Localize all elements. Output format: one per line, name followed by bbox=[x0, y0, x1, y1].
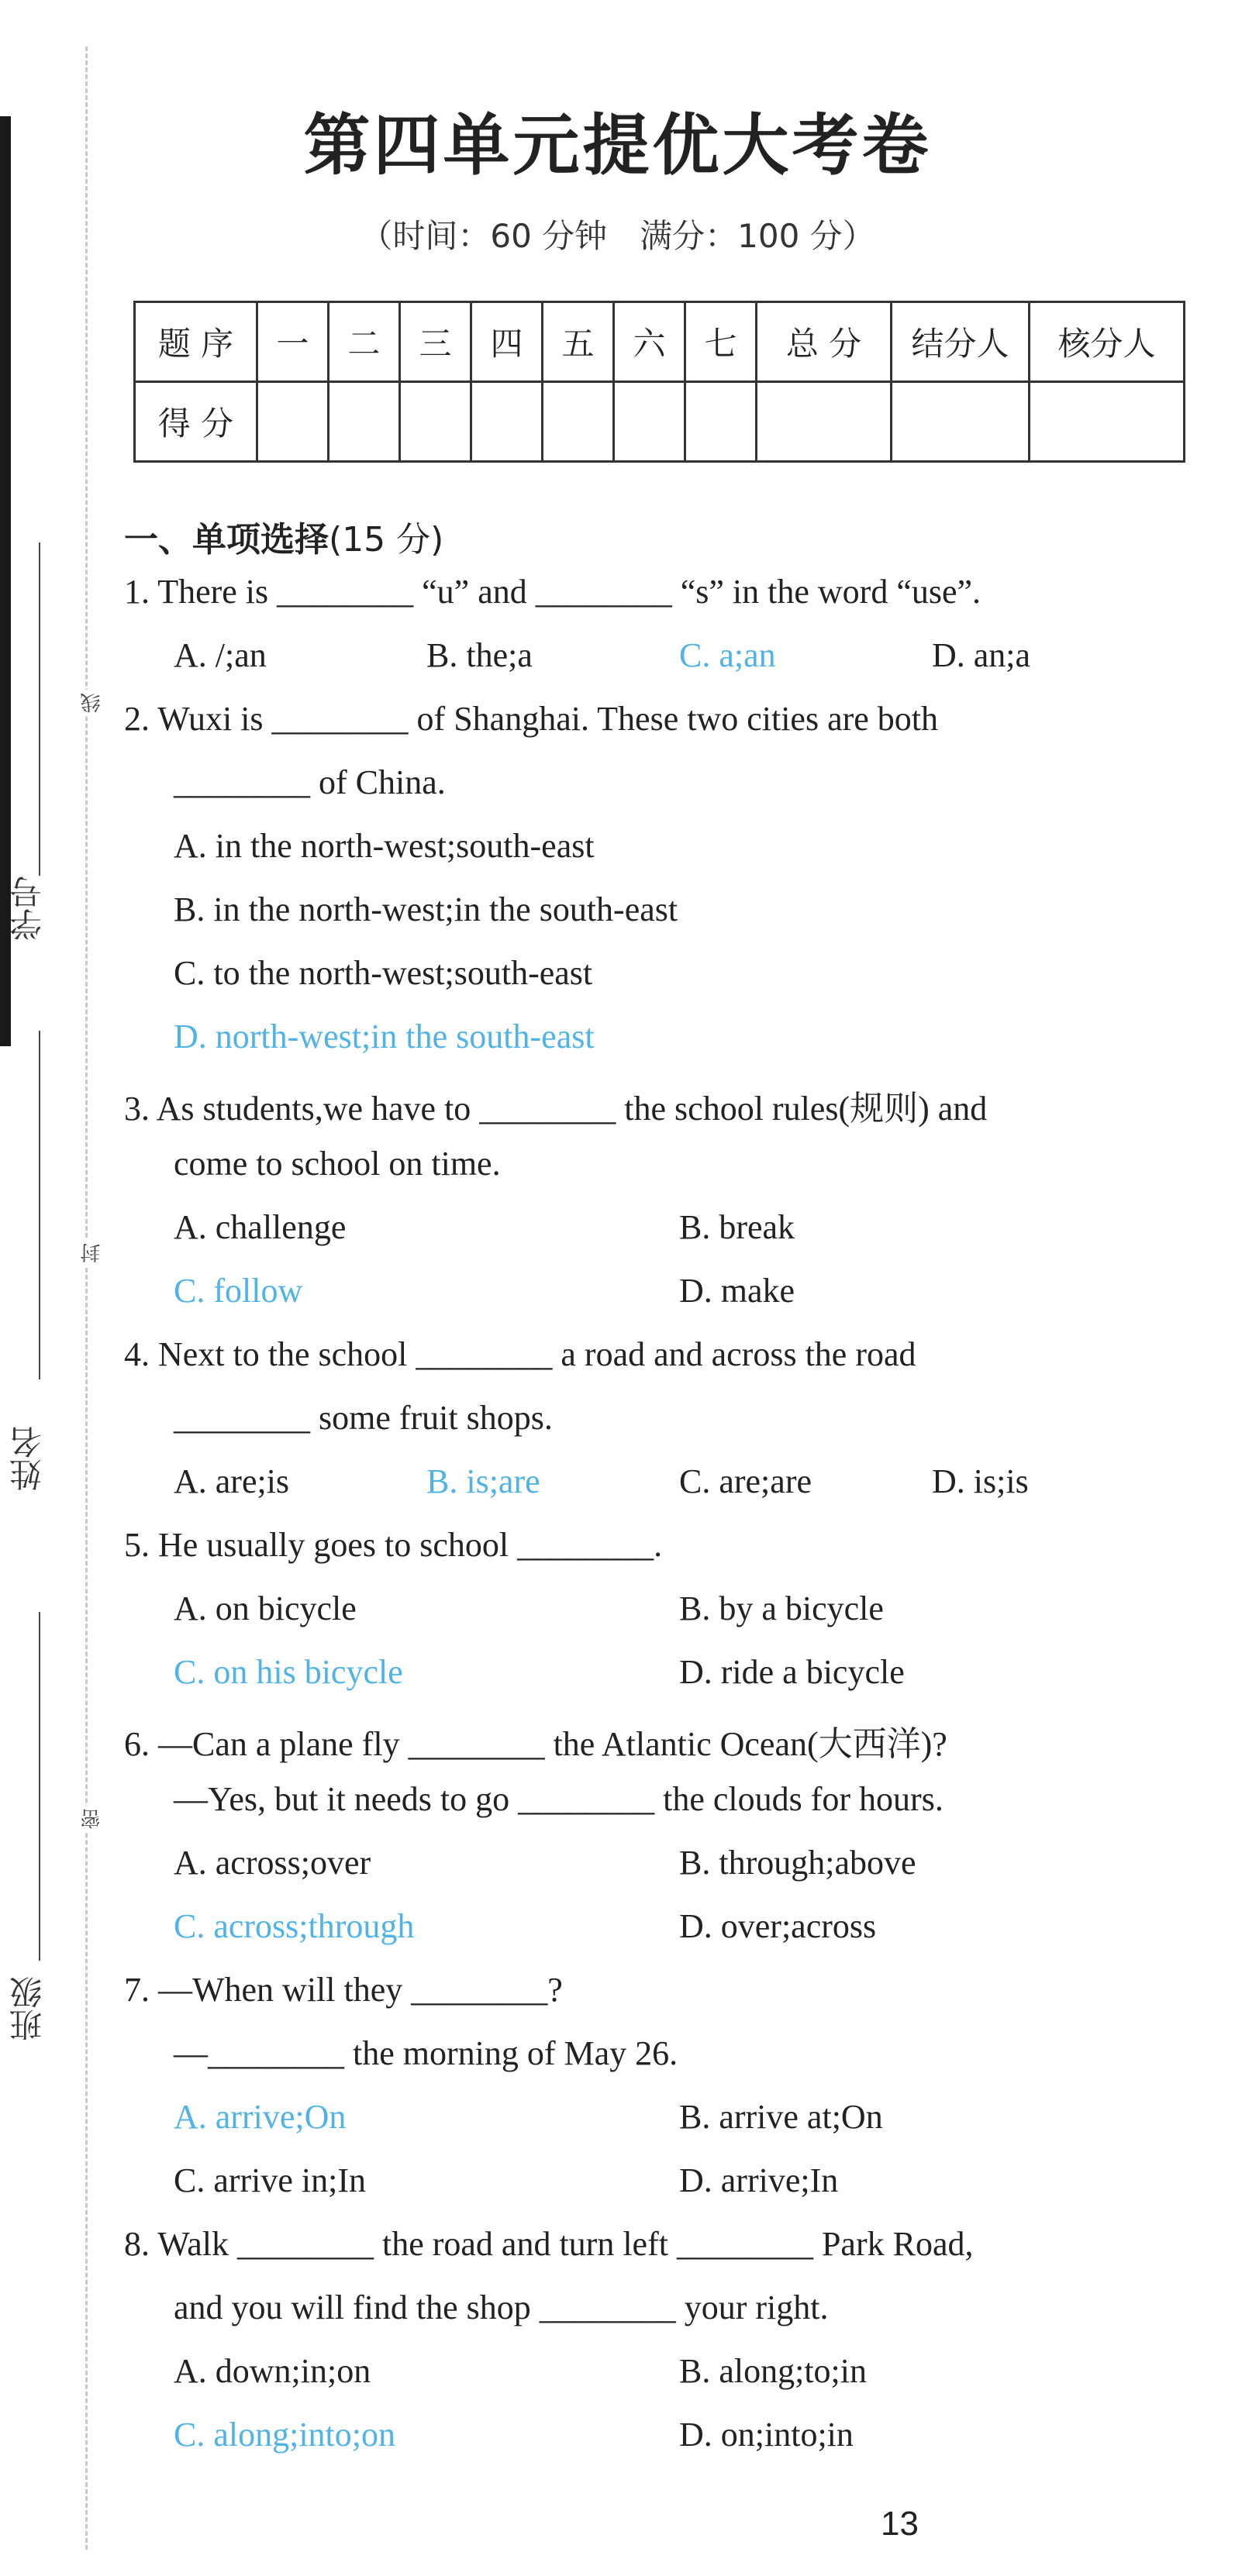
xuehao-label: 学号 bbox=[9, 876, 47, 941]
question-text-cont: —Yes, but it needs to go ________ the clouds for hours. bbox=[174, 1780, 943, 1818]
score-row-label: 得 分 bbox=[135, 382, 257, 462]
header-cell: 总 分 bbox=[757, 302, 892, 382]
header-cell: 题 序 bbox=[135, 302, 257, 382]
option-d[interactable]: D. is;is bbox=[932, 1462, 1029, 1500]
header-cell: 七 bbox=[685, 302, 757, 382]
xingming-line bbox=[39, 1031, 40, 1379]
option-b[interactable]: B. along;to;in bbox=[679, 2352, 867, 2390]
score-cell[interactable] bbox=[1030, 382, 1185, 462]
banji-label: 班级 bbox=[9, 1976, 47, 2041]
question-text-cont: come to school on time. bbox=[174, 1145, 501, 1183]
question-text: He usually goes to school ________. bbox=[158, 1526, 663, 1564]
score-table bbox=[133, 301, 1185, 463]
xian-mark: 线 bbox=[78, 690, 106, 716]
option-a[interactable]: A. in the north-west;south-east bbox=[174, 827, 595, 865]
header-cell: 六 bbox=[614, 302, 685, 382]
mi-mark: 密 bbox=[78, 1806, 106, 1832]
xuehao-line bbox=[39, 542, 40, 876]
section-label: 一、单项选择 bbox=[124, 520, 329, 560]
option-a[interactable]: A. are;is bbox=[174, 1462, 290, 1500]
question-number: 8. bbox=[124, 2225, 150, 2263]
page-title: 第四单元提优大考卷 bbox=[303, 107, 932, 184]
option-d[interactable]: D. arrive;In bbox=[679, 2161, 839, 2199]
question-number: 3. bbox=[124, 1090, 150, 1128]
question-text-cont: and you will find the shop ________ your right. bbox=[174, 2288, 829, 2326]
option-c-answer[interactable]: C. along;into;on bbox=[174, 2416, 395, 2454]
question-text: Wuxi is ________ of Shanghai. These two cities are both bbox=[157, 700, 939, 738]
option-b[interactable]: B. break bbox=[679, 1208, 795, 1246]
question-8 bbox=[124, 2224, 973, 2264]
option-c-answer[interactable]: C. across;through bbox=[174, 1907, 415, 1945]
header-cell: 一 bbox=[257, 302, 329, 382]
option-a[interactable]: A. challenge bbox=[174, 1208, 347, 1246]
option-d[interactable]: D. an;a bbox=[932, 636, 1031, 674]
option-d[interactable]: D. over;across bbox=[679, 1907, 877, 1945]
question-5 bbox=[124, 1525, 662, 1565]
question-text-cont: ________ of China. bbox=[174, 763, 446, 801]
question-text: —When will they ________? bbox=[158, 1971, 563, 2009]
question-text: There is ________ “u” and ________ “s” in the word “use”. bbox=[157, 573, 981, 611]
option-b-answer[interactable]: B. is;are bbox=[426, 1462, 540, 1500]
question-7 bbox=[124, 1970, 563, 2009]
question-6 bbox=[124, 1716, 947, 1765]
question-number: 4. bbox=[124, 1335, 150, 1373]
option-c[interactable]: C. arrive in;In bbox=[174, 2161, 367, 2199]
header-cell: 四 bbox=[471, 302, 543, 382]
option-b[interactable]: B. the;a bbox=[426, 636, 533, 674]
page-number: 13 bbox=[881, 2505, 919, 2543]
question-1 bbox=[124, 572, 981, 611]
score-cell[interactable] bbox=[257, 382, 329, 462]
score-cell[interactable] bbox=[471, 382, 543, 462]
exam-info: （时间：60 分钟 满分：100 分） bbox=[360, 217, 875, 255]
option-b[interactable]: B. by a bicycle bbox=[679, 1589, 884, 1627]
question-text-cont: —________ the morning of May 26. bbox=[174, 2034, 678, 2072]
question-2 bbox=[124, 699, 938, 739]
question-text: As students,we have to ________ the school rules(规则) and bbox=[156, 1090, 988, 1128]
score-header-row bbox=[135, 302, 1185, 382]
option-a[interactable]: A. down;in;on bbox=[174, 2352, 371, 2390]
header-cell: 五 bbox=[543, 302, 614, 382]
score-row bbox=[135, 382, 1185, 462]
option-d[interactable]: D. ride a bicycle bbox=[679, 1653, 905, 1691]
option-a[interactable]: A. /;an bbox=[174, 636, 267, 674]
question-text-cont: ________ some fruit shops. bbox=[174, 1399, 553, 1437]
score-cell[interactable] bbox=[685, 382, 757, 462]
score-cell[interactable] bbox=[892, 382, 1030, 462]
question-number: 6. bbox=[124, 1725, 150, 1763]
option-c-answer[interactable]: C. a;an bbox=[679, 636, 776, 674]
score-cell[interactable] bbox=[543, 382, 614, 462]
question-text: —Can a plane fly ________ the Atlantic Ocean(大西洋)? bbox=[158, 1725, 947, 1763]
header-cell: 三 bbox=[400, 302, 471, 382]
question-3 bbox=[124, 1080, 987, 1130]
header-cell: 核分人 bbox=[1030, 302, 1185, 382]
option-b[interactable]: B. through;above bbox=[679, 1844, 916, 1882]
option-a[interactable]: A. on bicycle bbox=[174, 1589, 357, 1627]
question-text: Walk ________ the road and turn left ________ Park Road, bbox=[157, 2225, 974, 2263]
header-cell: 结分人 bbox=[892, 302, 1030, 382]
cut-line bbox=[85, 46, 88, 2550]
section-heading bbox=[124, 511, 443, 561]
option-d[interactable]: D. on;into;in bbox=[679, 2416, 854, 2454]
question-4 bbox=[124, 1334, 916, 1374]
option-c-answer[interactable]: C. on his bicycle bbox=[174, 1653, 403, 1691]
score-cell[interactable] bbox=[329, 382, 400, 462]
option-d[interactable]: D. make bbox=[679, 1272, 795, 1310]
question-number: 7. bbox=[124, 1971, 150, 2009]
option-a-answer[interactable]: A. arrive;On bbox=[174, 2098, 347, 2136]
option-c-answer[interactable]: C. follow bbox=[174, 1272, 303, 1310]
feng-mark: 封 bbox=[78, 1240, 106, 1266]
header-cell: 二 bbox=[329, 302, 400, 382]
option-d-answer[interactable]: D. north-west;in the south-east bbox=[174, 1018, 595, 1056]
score-cell[interactable] bbox=[614, 382, 685, 462]
score-cell[interactable] bbox=[757, 382, 892, 462]
score-cell[interactable] bbox=[400, 382, 471, 462]
option-b[interactable]: B. arrive at;On bbox=[679, 2098, 883, 2136]
xingming-label: 姓名 bbox=[9, 1426, 47, 1491]
option-c[interactable]: C. are;are bbox=[679, 1462, 812, 1500]
question-text: Next to the school ________ a road and across the road bbox=[158, 1335, 916, 1373]
banji-line bbox=[39, 1612, 40, 1961]
option-b[interactable]: B. in the north-west;in the south-east bbox=[174, 890, 678, 928]
question-number: 1. bbox=[124, 573, 150, 611]
section-points: (15 分) bbox=[329, 520, 444, 560]
question-number: 5. bbox=[124, 1526, 150, 1564]
option-c[interactable]: C. to the north-west;south-east bbox=[174, 954, 593, 992]
question-number: 2. bbox=[124, 700, 150, 738]
option-a[interactable]: A. across;over bbox=[174, 1844, 371, 1882]
